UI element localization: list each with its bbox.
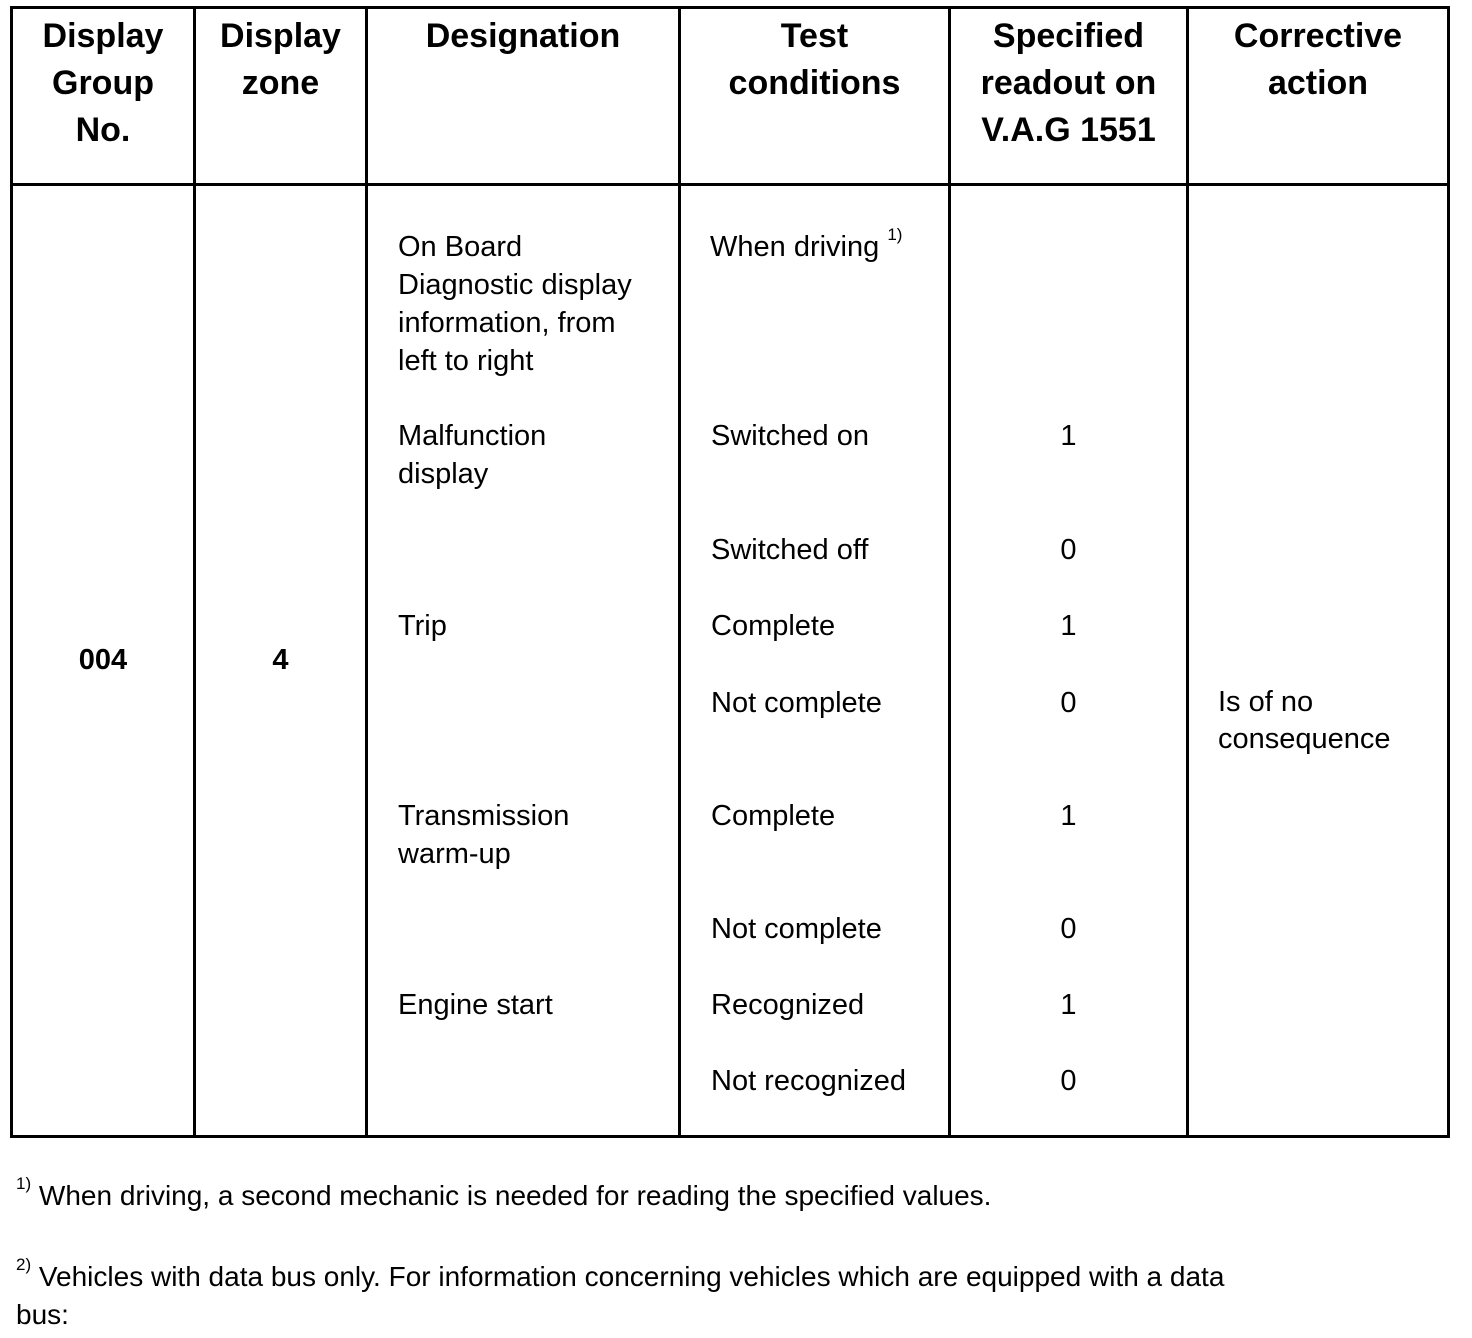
footnote-text-2: Vehicles with data bus only. For information concerning vehicles which are equipped with a data bus: (16, 1261, 1225, 1330)
designation-malfunction-display: Malfunction display (398, 420, 547, 490)
designation-transmission-warm-up: Transmission warm-up (398, 800, 570, 870)
condition-when-driving: When driving $^{1)}$ (710, 225, 903, 263)
column-divider (1186, 9, 1189, 1135)
column-divider (365, 9, 368, 1135)
designation-trip: Trip (398, 610, 447, 642)
footnote-marker-2: 2) (16, 1255, 32, 1274)
column-divider (193, 9, 196, 1135)
header-corrective-action: Corrective action (1233, 17, 1403, 102)
display-zone-number: 4 (272, 644, 289, 676)
readout-recognized: 1 (1060, 989, 1077, 1021)
readout-not-recognized: 0 (1060, 1065, 1077, 1097)
footnote-1 (16, 1174, 992, 1215)
readout-switched-on: 1 (1060, 420, 1077, 452)
readout-transmission-complete: 1 (1060, 800, 1077, 832)
measuring-value-table (10, 6, 1450, 1138)
corrective-action-text: Is of no consequence (1218, 686, 1391, 755)
designation-engine-start: Engine start (398, 989, 553, 1021)
condition-transmission-not-complete: Not complete (711, 913, 882, 945)
column-divider (678, 9, 681, 1135)
readout-trip-not-complete: 0 (1060, 687, 1077, 719)
footnote-2 (16, 1255, 1225, 1334)
readout-trip-complete: 1 (1060, 610, 1077, 642)
header-specified-readout: Specified readout on V.A.G 1551 (980, 17, 1157, 149)
footnote-ref-1: 1) (887, 225, 903, 244)
readout-transmission-not-complete: 0 (1060, 913, 1077, 945)
condition-recognized: Recognized (711, 989, 865, 1021)
header-display-zone: Display zone (220, 17, 341, 102)
display-group-number: 004 (78, 644, 128, 676)
header-test-conditions: Test conditions (728, 17, 901, 102)
condition-trip-complete: Complete (711, 610, 836, 642)
condition-not-recognized: Not recognized (711, 1065, 907, 1097)
condition-transmission-complete: Complete (711, 800, 836, 832)
header-designation: Designation (425, 17, 621, 55)
condition-switched-on: Switched on (711, 420, 869, 452)
footnote-marker-1: 1) (16, 1174, 32, 1193)
designation-obd-display: On Board Diagnostic display information, from left to right (398, 231, 632, 377)
header-display-group-no: Display Group No. (42, 17, 164, 149)
condition-switched-off: Switched off (711, 534, 869, 566)
header-divider (13, 183, 1447, 186)
readout-switched-off: 0 (1060, 534, 1077, 566)
condition-trip-not-complete: Not complete (711, 687, 882, 719)
column-divider (948, 9, 951, 1135)
footnote-text-1: When driving, a second mechanic is needed for reading the specified values. (31, 1180, 992, 1211)
